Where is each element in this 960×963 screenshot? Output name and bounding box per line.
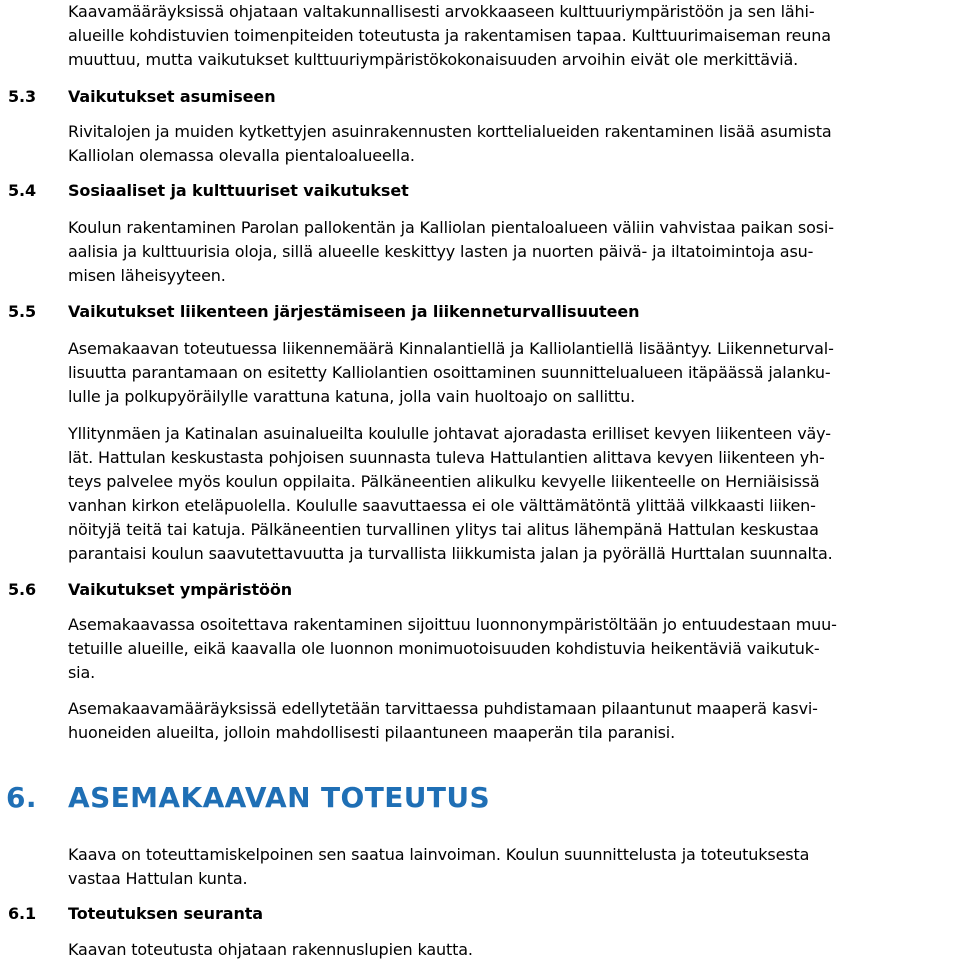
paragraph-line: Asemakaavassa osoitettava rakentaminen sijoittuu luonnonympäristöltään jo entuudestaan muu- — [68, 615, 837, 634]
section-number: 5.3 — [8, 87, 37, 106]
paragraph-line: Kaavamääräyksissä ohjataan valtakunnallisesti arvokkaaseen kulttuuriympäristöön ja sen lähi- — [68, 2, 815, 21]
paragraph-line: Asemakaavan toteutuessa liikennemäärä Kinnalantiellä ja Kalliolantiellä lisääntyy. Liikenneturval- — [68, 339, 834, 358]
section-title: Toteutuksen seuranta — [68, 904, 263, 923]
section-5-5-paragraph-1 — [68, 337, 950, 409]
section-number: 5.4 — [8, 181, 37, 200]
section-heading-5-4 — [8, 179, 409, 203]
paragraph-line: lulle ja polkupyöräilylle varattuna katuna, jolla vain huoltoajo on sallittu. — [68, 387, 636, 406]
chapter-title: ASEMAKAAVAN TOTEUTUS — [68, 781, 491, 814]
section-5-6-paragraph-1 — [68, 613, 950, 685]
paragraph-line: lisuutta parantamaan on esitetty Kalliolantien osoittaminen suunnittelualueen itäpäässä jalanku- — [68, 363, 831, 382]
paragraph-line: Asemakaavamääräyksissä edellytetään tarvittaessa puhdistamaan pilaantunut maaperä kasvi- — [68, 699, 818, 718]
section-title: Vaikutukset asumiseen — [68, 87, 276, 106]
section-title: Vaikutukset ympäristöön — [68, 580, 293, 599]
paragraph-line: teys palvelee myös koulun oppilaita. Pälkäneentien alikulku kevyelle liikenteelle on Herniäisissä — [68, 472, 820, 491]
section-5-5-paragraph-2 — [68, 422, 950, 566]
paragraph-line: alueille kohdistuvien toimenpiteiden toteutusta ja rakentamisen tapaa. Kulttuurimaiseman reuna — [68, 26, 831, 45]
section-number: 6.1 — [8, 904, 37, 923]
section-5-6-paragraph-2 — [68, 697, 950, 745]
section-number: 5.5 — [8, 302, 37, 321]
paragraph-line: parantaisi koulun saavutettavuutta ja turvallista liikkumista jalan ja pyörällä Hurttalan suunnalta. — [68, 544, 833, 563]
section-title: Sosiaaliset ja kulttuuriset vaikutukset — [68, 181, 409, 200]
paragraph-line: Kaava on toteuttamiskelpoinen sen saatua lainvoiman. Koulun suunnittelusta ja toteutuksesta — [68, 845, 810, 864]
section-number: 5.6 — [8, 580, 37, 599]
chapter-heading-6 — [6, 780, 490, 816]
paragraph-line: lät. Hattulan keskustasta pohjoisen suunnasta tuleva Hattulantien alittava kevyen liikenteen yh- — [68, 448, 825, 467]
section-6-1-paragraph — [68, 938, 950, 962]
paragraph-line: huoneiden alueilta, jolloin mahdollisesti pilaantuneen maaperän tila paranisi. — [68, 723, 676, 742]
paragraph-line: Yllitynmäen ja Katinalan asuinalueilta koululle johtavat ajoradasta erilliset kevyen liikenteen väy- — [68, 424, 831, 443]
paragraph-line: tetuille alueille, eikä kaavalla ole luonnon monimuotoisuuden kohdistuvia heikentäviä vaikutuk- — [68, 639, 820, 658]
paragraph-line: muuttuu, mutta vaikutukset kulttuuriympäristökokonaisuuden arvoihin eivät ole merkittäviä. — [68, 50, 799, 69]
intro-paragraph — [68, 0, 950, 72]
section-5-4-paragraph — [68, 216, 950, 288]
paragraph-line: nöityjä teitä tai katuja. Pälkäneentien turvallinen ylitys tai alitus lähempänä Hattulan keskustaa — [68, 520, 819, 539]
section-5-3-paragraph — [68, 120, 950, 168]
paragraph-line: Kalliolan olemassa olevalla pientaloalueella. — [68, 146, 415, 165]
paragraph-line: vanhan kirkon eteläpuolella. Koululle saavuttaessa ei ole välttämätöntä ylittää vilkkaasti liiken- — [68, 496, 816, 515]
paragraph-line: Kaavan toteutusta ohjataan rakennuslupien kautta. — [68, 940, 473, 959]
section-heading-5-5 — [8, 300, 639, 324]
paragraph-line: misen läheisyyteen. — [68, 266, 226, 285]
paragraph-line: vastaa Hattulan kunta. — [68, 869, 248, 888]
chapter-number: 6. — [6, 781, 37, 814]
paragraph-line: Koulun rakentaminen Parolan pallokentän ja Kalliolan pientaloalueen väliin vahvistaa paikan sosi- — [68, 218, 834, 237]
paragraph-line: aalisia ja kulttuurisia oloja, sillä alueelle keskittyy lasten ja nuorten päivä- ja iltatoimintoja asu- — [68, 242, 814, 261]
section-heading-5-6 — [8, 578, 292, 602]
chapter-6-paragraph — [68, 843, 950, 891]
section-title: Vaikutukset liikenteen järjestämiseen ja liikenneturvallisuuteen — [68, 302, 640, 321]
section-heading-6-1 — [8, 902, 263, 926]
paragraph-line: sia. — [68, 663, 96, 682]
paragraph-line: Rivitalojen ja muiden kytkettyjen asuinrakennusten korttelialueiden rakentaminen lisää asumista — [68, 122, 832, 141]
section-heading-5-3 — [8, 85, 275, 109]
